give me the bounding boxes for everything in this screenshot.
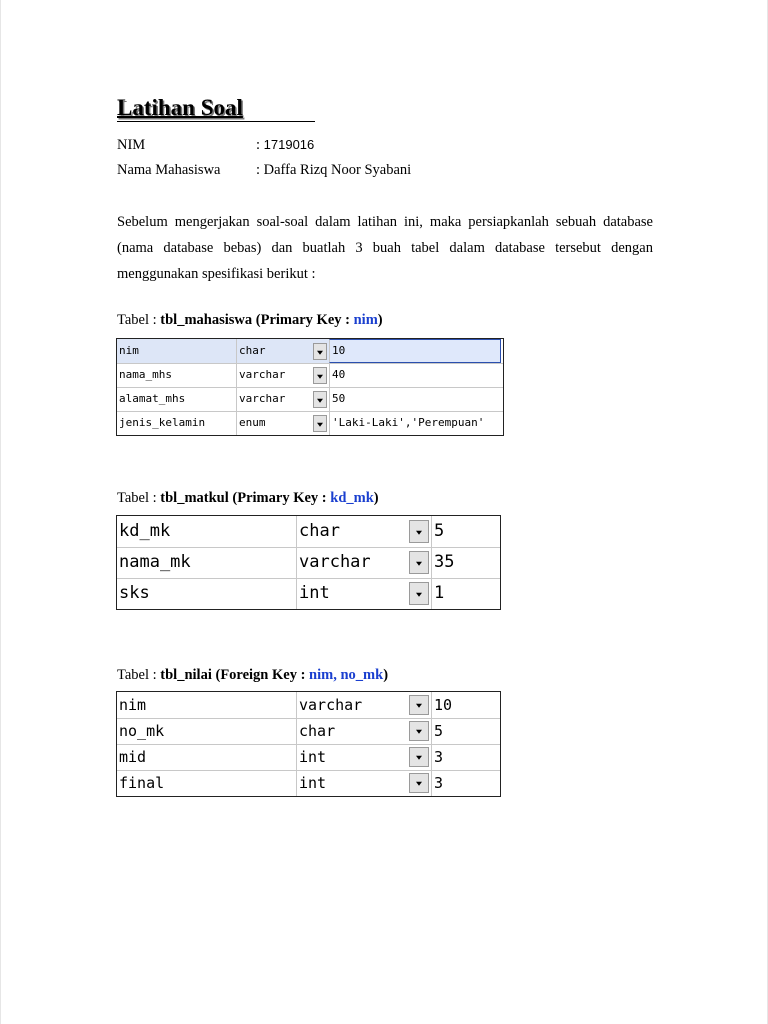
field-type-value: int [299, 748, 327, 766]
field-type-value: int [299, 774, 327, 792]
field-length-cell[interactable]: 50 [329, 387, 501, 411]
dropdown-arrow [317, 422, 323, 426]
caption-table-1 [117, 312, 383, 329]
schema-row[interactable] [117, 411, 503, 435]
field-length-cell[interactable]: 5 [431, 718, 498, 744]
dropdown-arrow [416, 730, 422, 734]
caption-prefix: Tabel : [117, 667, 161, 683]
field-name-cell[interactable]: nim [117, 692, 297, 718]
schema-row[interactable] [117, 339, 503, 364]
field-length-cell[interactable]: 10 [329, 339, 501, 363]
dropdown-arrow [317, 374, 323, 378]
field-length-cell[interactable]: 40 [329, 363, 501, 387]
table-name: tbl_matkul [160, 490, 229, 506]
field-name-cell[interactable]: nama_mhs [117, 363, 237, 387]
dropdown-arrow [416, 530, 422, 534]
page-title: Latihan Soal [117, 95, 243, 120]
field-name-cell[interactable]: jenis_kelamin [117, 411, 237, 435]
page-edge-left [0, 0, 1, 1024]
chevron-down-icon[interactable] [409, 747, 429, 767]
schema-row[interactable] [117, 516, 500, 548]
caption-table-2 [117, 490, 379, 507]
field-type-value: char [299, 722, 336, 740]
dropdown-arrow [317, 398, 323, 402]
dropdown-arrow [416, 561, 422, 565]
field-name-cell[interactable]: final [117, 770, 297, 796]
field-type-value: varchar [239, 368, 286, 381]
key-value: kd_mk [330, 490, 374, 506]
field-length-cell[interactable]: 'Laki-Laki','Perempuan' [329, 411, 501, 435]
dropdown-arrow [317, 350, 323, 354]
field-name-cell[interactable]: mid [117, 744, 297, 770]
schema-row[interactable] [117, 578, 500, 609]
chevron-down-icon[interactable] [313, 367, 327, 384]
schema-row[interactable] [117, 770, 500, 796]
title-underline [117, 95, 315, 122]
schema-row[interactable] [117, 387, 503, 412]
field-name-cell[interactable]: alamat_mhs [117, 387, 237, 411]
field-length-cell[interactable]: 10 [431, 692, 498, 718]
dropdown-arrow [416, 782, 422, 786]
chevron-down-icon[interactable] [409, 520, 429, 543]
field-length-cell[interactable]: 1 [431, 578, 498, 609]
schema-row[interactable] [117, 547, 500, 579]
field-type-value: varchar [299, 696, 363, 714]
schema-table-tbl_nilai [116, 691, 501, 797]
key-value: nim, no_mk [309, 667, 384, 683]
field-type-value: varchar [299, 552, 371, 572]
field-length-cell[interactable]: 3 [431, 744, 498, 770]
key-open: (Primary Key : [228, 490, 331, 506]
caption-prefix: Tabel : [117, 312, 161, 328]
key-open: (Primary Key : [252, 312, 354, 328]
key-close: ) [377, 312, 383, 328]
dropdown-arrow [416, 704, 422, 708]
chevron-down-icon[interactable] [409, 582, 429, 605]
key-close: ) [383, 667, 389, 683]
name-value: : Daffa Rizq Noor Syabani [256, 162, 412, 178]
field-type-value: enum [239, 416, 266, 429]
nim-separator: : [256, 137, 264, 153]
schema-row[interactable] [117, 744, 500, 771]
nim-value-wrap [256, 137, 314, 154]
chevron-down-icon[interactable] [409, 551, 429, 574]
field-name-cell[interactable]: no_mk [117, 718, 297, 744]
schema-table-tbl_matkul [116, 515, 501, 610]
table-name: tbl_mahasiswa [160, 312, 253, 328]
field-length-cell[interactable]: 35 [431, 547, 498, 578]
field-length-cell[interactable]: 5 [431, 516, 498, 547]
schema-table-tbl_mahasiswa [116, 338, 504, 436]
table-name: tbl_nilai [160, 667, 212, 683]
schema-row[interactable] [117, 692, 500, 719]
caption-table-3 [117, 667, 388, 684]
field-type-value: char [239, 344, 266, 357]
field-type-value: varchar [239, 392, 286, 405]
dropdown-arrow [416, 756, 422, 760]
key-value: nim [353, 312, 378, 328]
field-name-cell[interactable]: kd_mk [117, 516, 297, 547]
chevron-down-icon[interactable] [409, 721, 429, 741]
field-length-cell[interactable]: 3 [431, 770, 498, 796]
name-label: Nama Mahasiswa [117, 162, 221, 178]
field-name-cell[interactable]: nama_mk [117, 547, 297, 578]
key-close: ) [373, 490, 379, 506]
field-type-value: char [299, 521, 340, 541]
chevron-down-icon[interactable] [313, 343, 327, 360]
intro-paragraph: Sebelum mengerjakan soal-soal dalam latihan ini, maka persiapkanlah sebuah database (nama database bebas) dan buatlah 3 buah tabel dalam database tersebut dengan menggunakan spesifikasi berikut : [117, 214, 653, 282]
field-name-cell[interactable]: sks [117, 578, 297, 609]
chevron-down-icon[interactable] [409, 695, 429, 715]
schema-row[interactable] [117, 718, 500, 745]
nim-value: 1719016 [263, 137, 315, 152]
caption-prefix: Tabel : [117, 490, 161, 506]
key-open: (Foreign Key : [211, 667, 310, 683]
dropdown-arrow [416, 592, 422, 596]
field-name-cell[interactable]: nim [117, 339, 237, 363]
chevron-down-icon[interactable] [313, 391, 327, 408]
chevron-down-icon[interactable] [313, 415, 327, 432]
nim-label: NIM [117, 137, 146, 153]
field-type-value: int [299, 583, 330, 603]
schema-row[interactable] [117, 363, 503, 388]
chevron-down-icon[interactable] [409, 773, 429, 793]
